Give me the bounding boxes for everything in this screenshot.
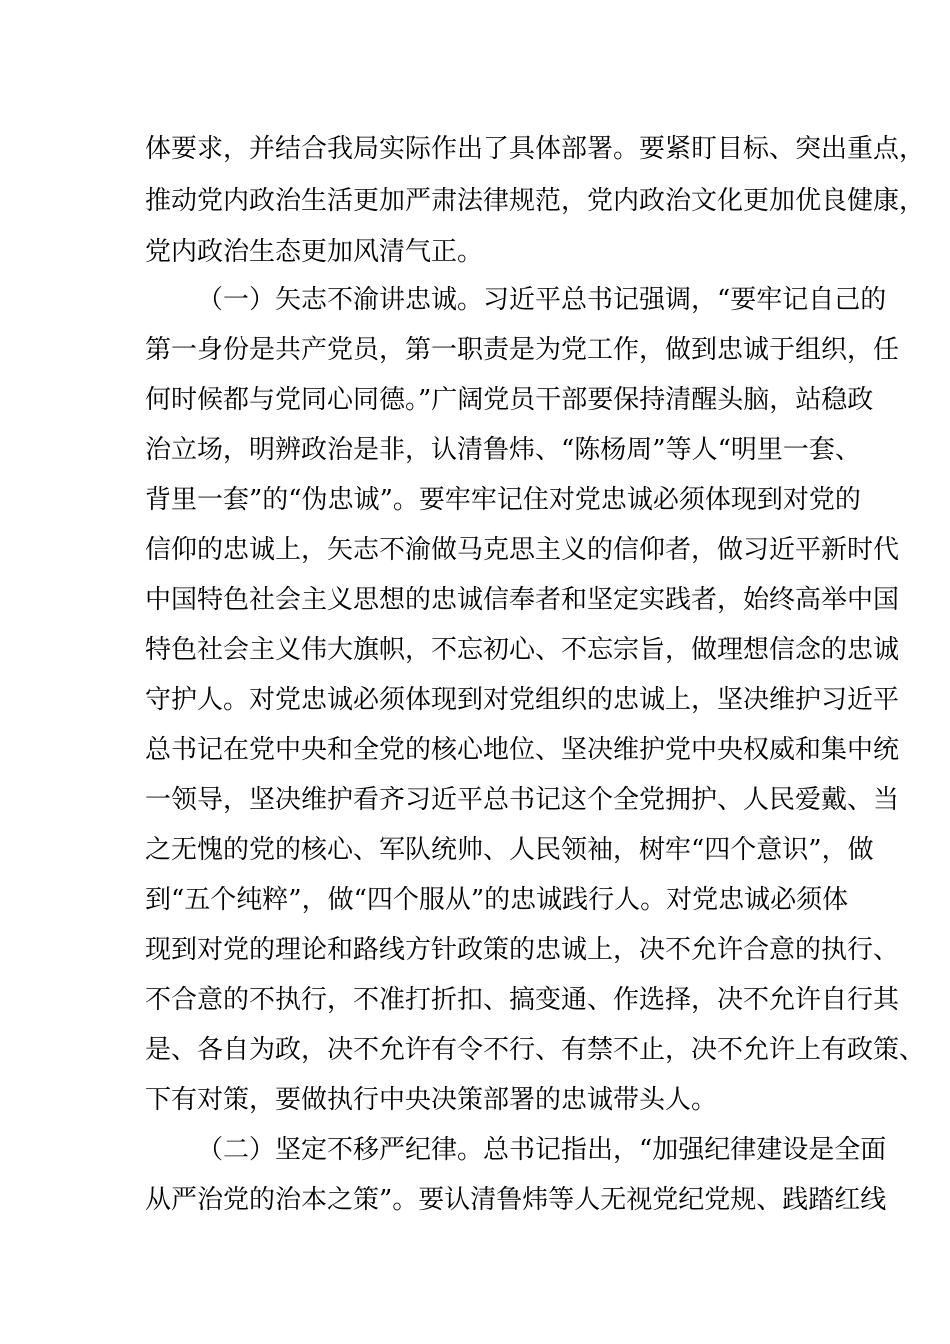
- text-line: 从严治党的治本之策”。要认清鲁炜等人无视党纪党规、践踏红线: [145, 1185, 887, 1215]
- text-line: 何时候都与党同心同德。”广阔党员干部要保持清醒头脑，站稳政: [145, 385, 874, 415]
- paragraph-heading-1: （一）矢志不渝讲忠诚。习近平总书记强调，“要牢记自己的: [197, 285, 887, 315]
- text-line: 中国特色社会主义思想的忠诚信奉者和坚定实践者，始终高举中国: [145, 585, 900, 615]
- text-line: 推动党内政治生活更加严肃法律规范，党内政治文化更加优良健康，: [145, 186, 926, 216]
- text-line: 特色社会主义伟大旗帜，不忘初心、不忘宗旨，做理想信念的忠诚: [145, 635, 900, 665]
- text-line: 之无愧的党的核心、军队统帅、人民领袖，树牢“四个意识”，做: [145, 835, 874, 865]
- text-line: 第一身份是共产党员，第一职责是为党工作，做到忠诚于组织，任: [145, 335, 900, 365]
- text-line: 不合意的不执行，不准打折扣、搞变通、作选择，决不允许自行其: [145, 985, 900, 1015]
- text-line: 背里一套”的“伪忠诚”。要牢牢记住对党忠诚必须体现到对党的: [145, 485, 861, 515]
- text-line: 总书记在党中央和全党的核心地位、坚决维护党中央权威和集中统: [145, 735, 900, 765]
- text-line: 守护人。对党忠诚必须体现到对党组织的忠诚上，坚决维护习近平: [145, 685, 900, 715]
- text-line: 是、各自为政，决不允许有令不行、有禁不止，决不允许上有政策、: [145, 1035, 926, 1065]
- text-line: 现到对党的理论和路线方针政策的忠诚上，决不允许合意的执行、: [145, 935, 900, 965]
- text-line: 到“五个纯粹”，做“四个服从”的忠诚践行人。对党忠诚必须体: [145, 885, 849, 915]
- text-line: 体要求，并结合我局实际作出了具体部署。要紧盯目标、突出重点，: [145, 134, 926, 164]
- text-line: 一领导，坚决维护看齐习近平总书记这个全党拥护、人民爱戴、当: [145, 785, 900, 815]
- paragraph-heading-2: （二）坚定不移严纪律。总书记指出，“加强纪律建设是全面: [197, 1135, 887, 1165]
- text-line: 信仰的忠诚上，矢志不渝做马克思主义的信仰者，做习近平新时代: [145, 535, 900, 565]
- text-line: 下有对策，要做执行中央决策部署的忠诚带头人。: [145, 1085, 718, 1115]
- text-line: 治立场，明辨政治是非，认清鲁炜、“陈杨周”等人“明里一套、: [145, 435, 861, 465]
- text-line: 党内政治生态更加风清气正。: [145, 237, 484, 267]
